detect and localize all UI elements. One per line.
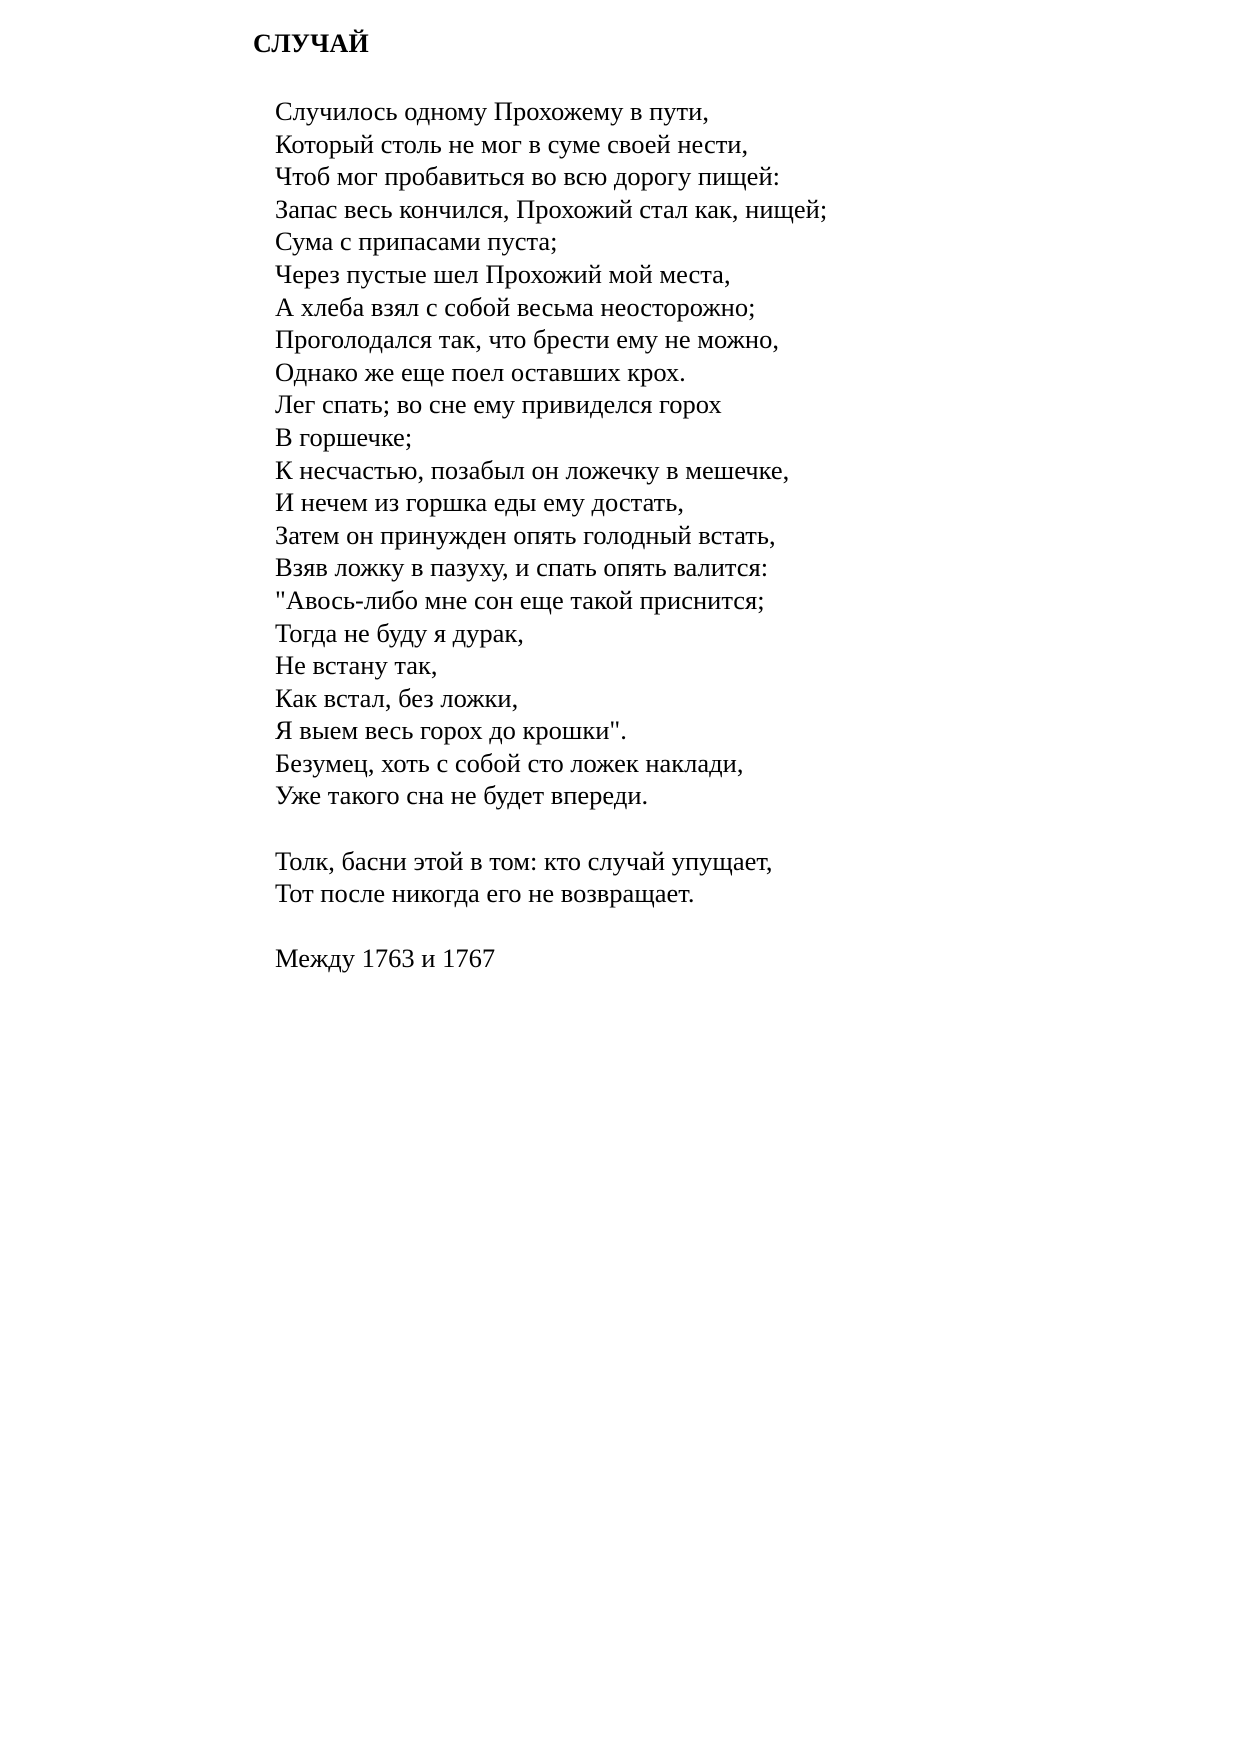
poem-line: Проголодался так, что брести ему не можно, — [275, 324, 779, 355]
poem-title: СЛУЧАЙ — [253, 29, 369, 58]
poem-line: "Авось-либо мне сон еще такой приснится; — [275, 584, 765, 615]
poem-line: Затем он принужден опять голодный встать, — [275, 519, 776, 550]
poem-line: Я выем весь горох до крошки". — [275, 715, 627, 746]
poem-line: Тот после никогда его не возвращает. — [275, 878, 695, 909]
poem-body — [275, 95, 1175, 975]
poem-line: Не встану так, — [275, 650, 438, 681]
poem-line: Безумец, хоть с собой сто ложек наклади, — [275, 747, 744, 778]
poem-line: Сума с припасами пуста; — [275, 226, 558, 257]
poem-line: Случилось одному Прохожему в пути, — [275, 96, 709, 126]
poem-date: Между 1763 и 1767 — [275, 943, 496, 974]
poem-line: Толк, басни этой в том: кто случай упущает, — [275, 845, 773, 876]
stanza-moral — [275, 845, 1175, 910]
stanza-main — [275, 95, 1175, 812]
poem-line: Запас весь кончился, Прохожий стал как, нищей; — [275, 193, 828, 224]
poem-line: Уже такого сна не будет впереди. — [275, 780, 649, 811]
poem-line: Лег спать; во сне ему привиделся горох — [275, 389, 722, 420]
poem-line: И нечем из горшка еды ему достать, — [275, 487, 684, 518]
poem-line: Тогда не буду я дурак, — [275, 617, 524, 648]
poem-line: Который столь не мог в суме своей нести, — [275, 128, 749, 159]
poem-line: В горшечке; — [275, 421, 413, 452]
poem-line: Однако же еще поел оставших крох. — [275, 356, 686, 387]
poem-line: Как встал, без ложки, — [275, 682, 519, 713]
poem-line: А хлеба взял с собой весьма неосторожно; — [275, 291, 756, 322]
poem-line: Через пустые шел Прохожий мой места, — [275, 258, 731, 289]
poem-line: Чтоб мог пробавиться во всю дорогу пищей: — [275, 161, 780, 192]
poem-line: К несчастью, позабыл он ложечку в мешечке, — [275, 454, 790, 485]
poem-line: Взяв ложку в пазуху, и спать опять валится: — [275, 552, 769, 583]
